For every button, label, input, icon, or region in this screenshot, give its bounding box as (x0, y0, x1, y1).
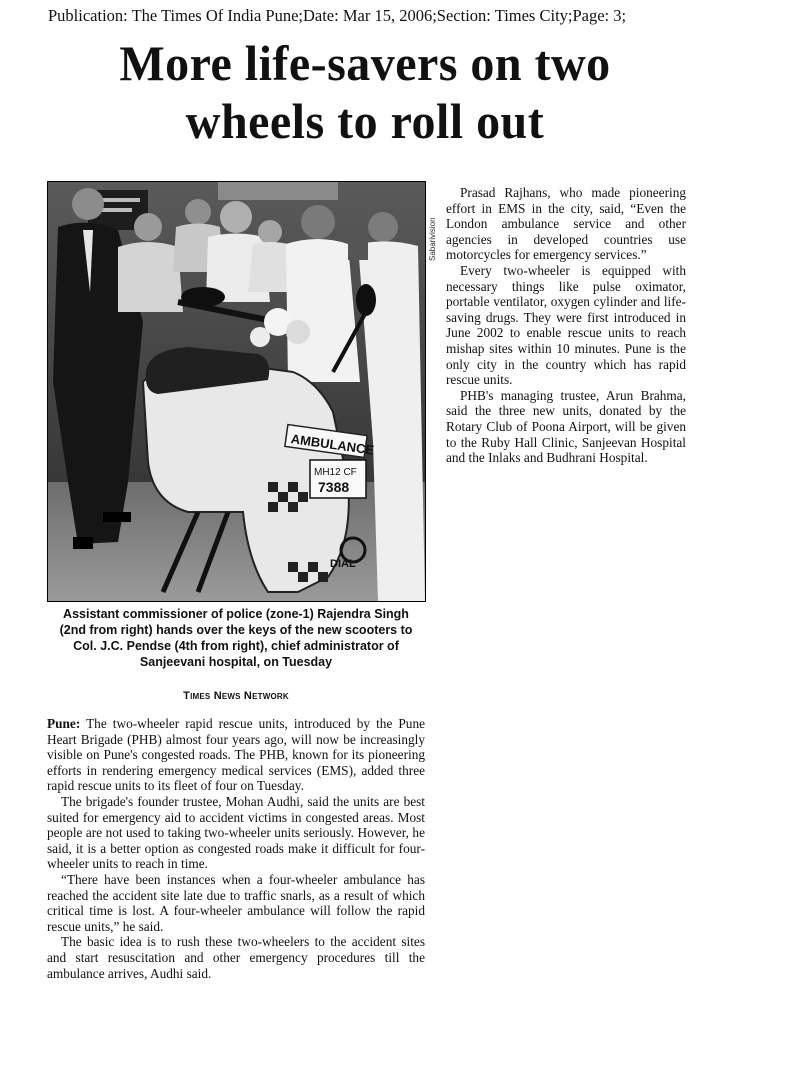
plate-line-2: 7388 (318, 479, 350, 495)
headline-line-2: wheels to roll out (185, 93, 545, 149)
plate-line-1: MH12 CF (314, 467, 357, 478)
paragraph: Prasad Rajhans, who made pioneering effort in EMS in the city, said, “Even the London ambulance service and other agencies in developed countries use motorcycles for emergency services.” (446, 185, 686, 263)
article-column-left (47, 716, 425, 981)
paragraph: The brigade's founder trustee, Mohan Audhi, said the units are best suited for emergency aid to accident victims in congested areas. Most people are not used to taking two-wheeler units seriously. However, he said, it is a better option as congested roads make it difficult for four-wheeler units to reach in time. (47, 793, 425, 872)
headline-line-1: More life-savers on two (119, 35, 611, 91)
photo-illustration (48, 182, 425, 601)
article-column-right (446, 185, 686, 466)
scooter-dial-text: DIAL (330, 558, 356, 570)
byline: Times News Network (183, 690, 289, 702)
photo-caption: Assistant commissioner of police (zone-1) Rajendra Singh (2nd from right) hands over the keys of the new scooters to Col. J.C. Pendse (4th from right), chief administrator of Sanjeevani hospital, on Tuesday (59, 607, 413, 669)
photo-credit: Sabarivision (428, 217, 437, 261)
paragraph-text: The two-wheeler rapid rescue units, introduced by the Pune Heart Brigade (PHB) almost four years ago, will now be increasingly visible on Pune's congested roads. The PHB, known for its pioneering efforts in rendering emergency medical services (EMS), added three rapid rescue units to its fleet of four on Tuesday. (47, 716, 425, 794)
headline (53, 34, 677, 150)
dateline: Pune: (47, 716, 81, 731)
paragraph: “There have been instances when a four-wheeler ambulance has reached the accident site late due to traffic snarls, as a result of which critical time is lost. A four-wheeler ambulance will follow the rapid rescue units,” he said. (47, 871, 425, 934)
news-photo (47, 181, 426, 602)
paragraph: Every two-wheeler is equipped with necessary things like pulse oximator, portable ventilator, oxygen cylinder and life-saving drugs. They were first introduced in June 2002 to enable rescue units to reach mishap sites within 10 minutes. Pune is the only city in the country which has rapid rescue units. (446, 262, 686, 388)
paragraph: PHB's managing trustee, Arun Brahma, said the three new units, donated by the Rotary Club of Poona Airport, will be given to the Ruby Hall Clinic, Sanjeevan Hospital and the Inlaks and Budhrani Hospital. (446, 387, 686, 466)
paragraph (47, 716, 425, 794)
publication-line: Publication: The Times Of India Pune;Date: Mar 15, 2006;Section: Times City;Page: 3; (48, 6, 627, 25)
paragraph: The basic idea is to rush these two-wheelers to the accident sites and start resuscitation and other emergency procedures till the ambulance arrives, Audhi said. (47, 934, 425, 981)
scooter-ambulance-label: AMBULANCE (289, 431, 376, 458)
